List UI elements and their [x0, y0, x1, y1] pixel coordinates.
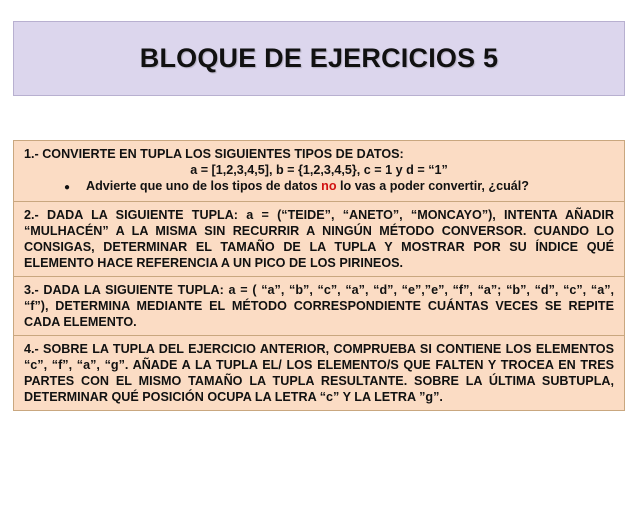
exercise-2-text: 2.- DADA LA SIGUIENTE TUPLA: a = (“TEIDE”, “ANETO”, “MONCAYO”), INTENTA AÑADIR “MULHACÉN” A LA MISMA SIN RECURRIR A NINGÚN MÉTODO CONVERSOR. CUANDO LO CONSIGAS, DETERMINAR EL TAMAÑO DE LA TUPLA Y MOSTRAR POR SU ÍNDICE QUÉ ELEMENTO HACE REFERENCIA A UN PICO DE LOS PIRINEOS. — [24, 208, 614, 270]
title-banner — [13, 21, 625, 96]
bullet-text-pre: Advierte que uno de los tipos de datos — [86, 179, 322, 193]
exercise-list — [13, 140, 625, 411]
exercise-3-text: 3.- DADA LA SIGUIENTE TUPLA: a = ( “a”, “b”, “c”, “a”, “d”, “e”,”e”, “f”, “a”; “b”, “d”, “c”, “a”, “f”), DETERMINA MEDIANTE EL MÉTODO CORRESPONDIENTE CUÁNTAS VECES SE REPITE CADA ELEMENTO. — [24, 283, 614, 329]
exercise-1-heading: 1.- CONVIERTE EN TUPLA LOS SIGUIENTES TIPOS DE DATOS: — [24, 147, 404, 161]
bullet-text-post: lo vas a poder convertir, ¿cuál? — [336, 179, 529, 193]
bullet-icon: ● — [64, 182, 71, 193]
bullet-text-highlight: no — [321, 179, 337, 193]
exercise-3 — [14, 277, 624, 336]
exercise-4 — [14, 336, 624, 410]
exercise-2 — [14, 202, 624, 277]
exercise-4-text: 4.- SOBRE LA TUPLA DEL EJERCICIO ANTERIOR, COMPRUEBA SI CONTIENE LOS ELEMENTOS “c”, “f”, “a”, “g”. AÑADE A LA TUPLA EL/ LOS ELEMENTO/S QUE FALTEN Y TROCEA EN TRES PARTES CON EL MISMO TAMAÑO LA TUPLA RESULTANTE. SOBRE LA ÚLTIMA SUBTUPLA, DETERMINAR QUÉ POSICIÓN OCUPA LA LETRA “c” Y LA LETRA ”g”. — [24, 342, 614, 404]
exercise-1-bullet-text — [86, 178, 529, 194]
exercise-1 — [14, 141, 624, 202]
exercise-1-bullet — [24, 178, 614, 196]
page-title: BLOQUE DE EJERCICIOS 5 — [139, 43, 499, 73]
exercise-1-data-line: a = [1,2,3,4,5], b = {1,2,3,4,5}, c = 1 y d = “1” — [190, 163, 448, 177]
